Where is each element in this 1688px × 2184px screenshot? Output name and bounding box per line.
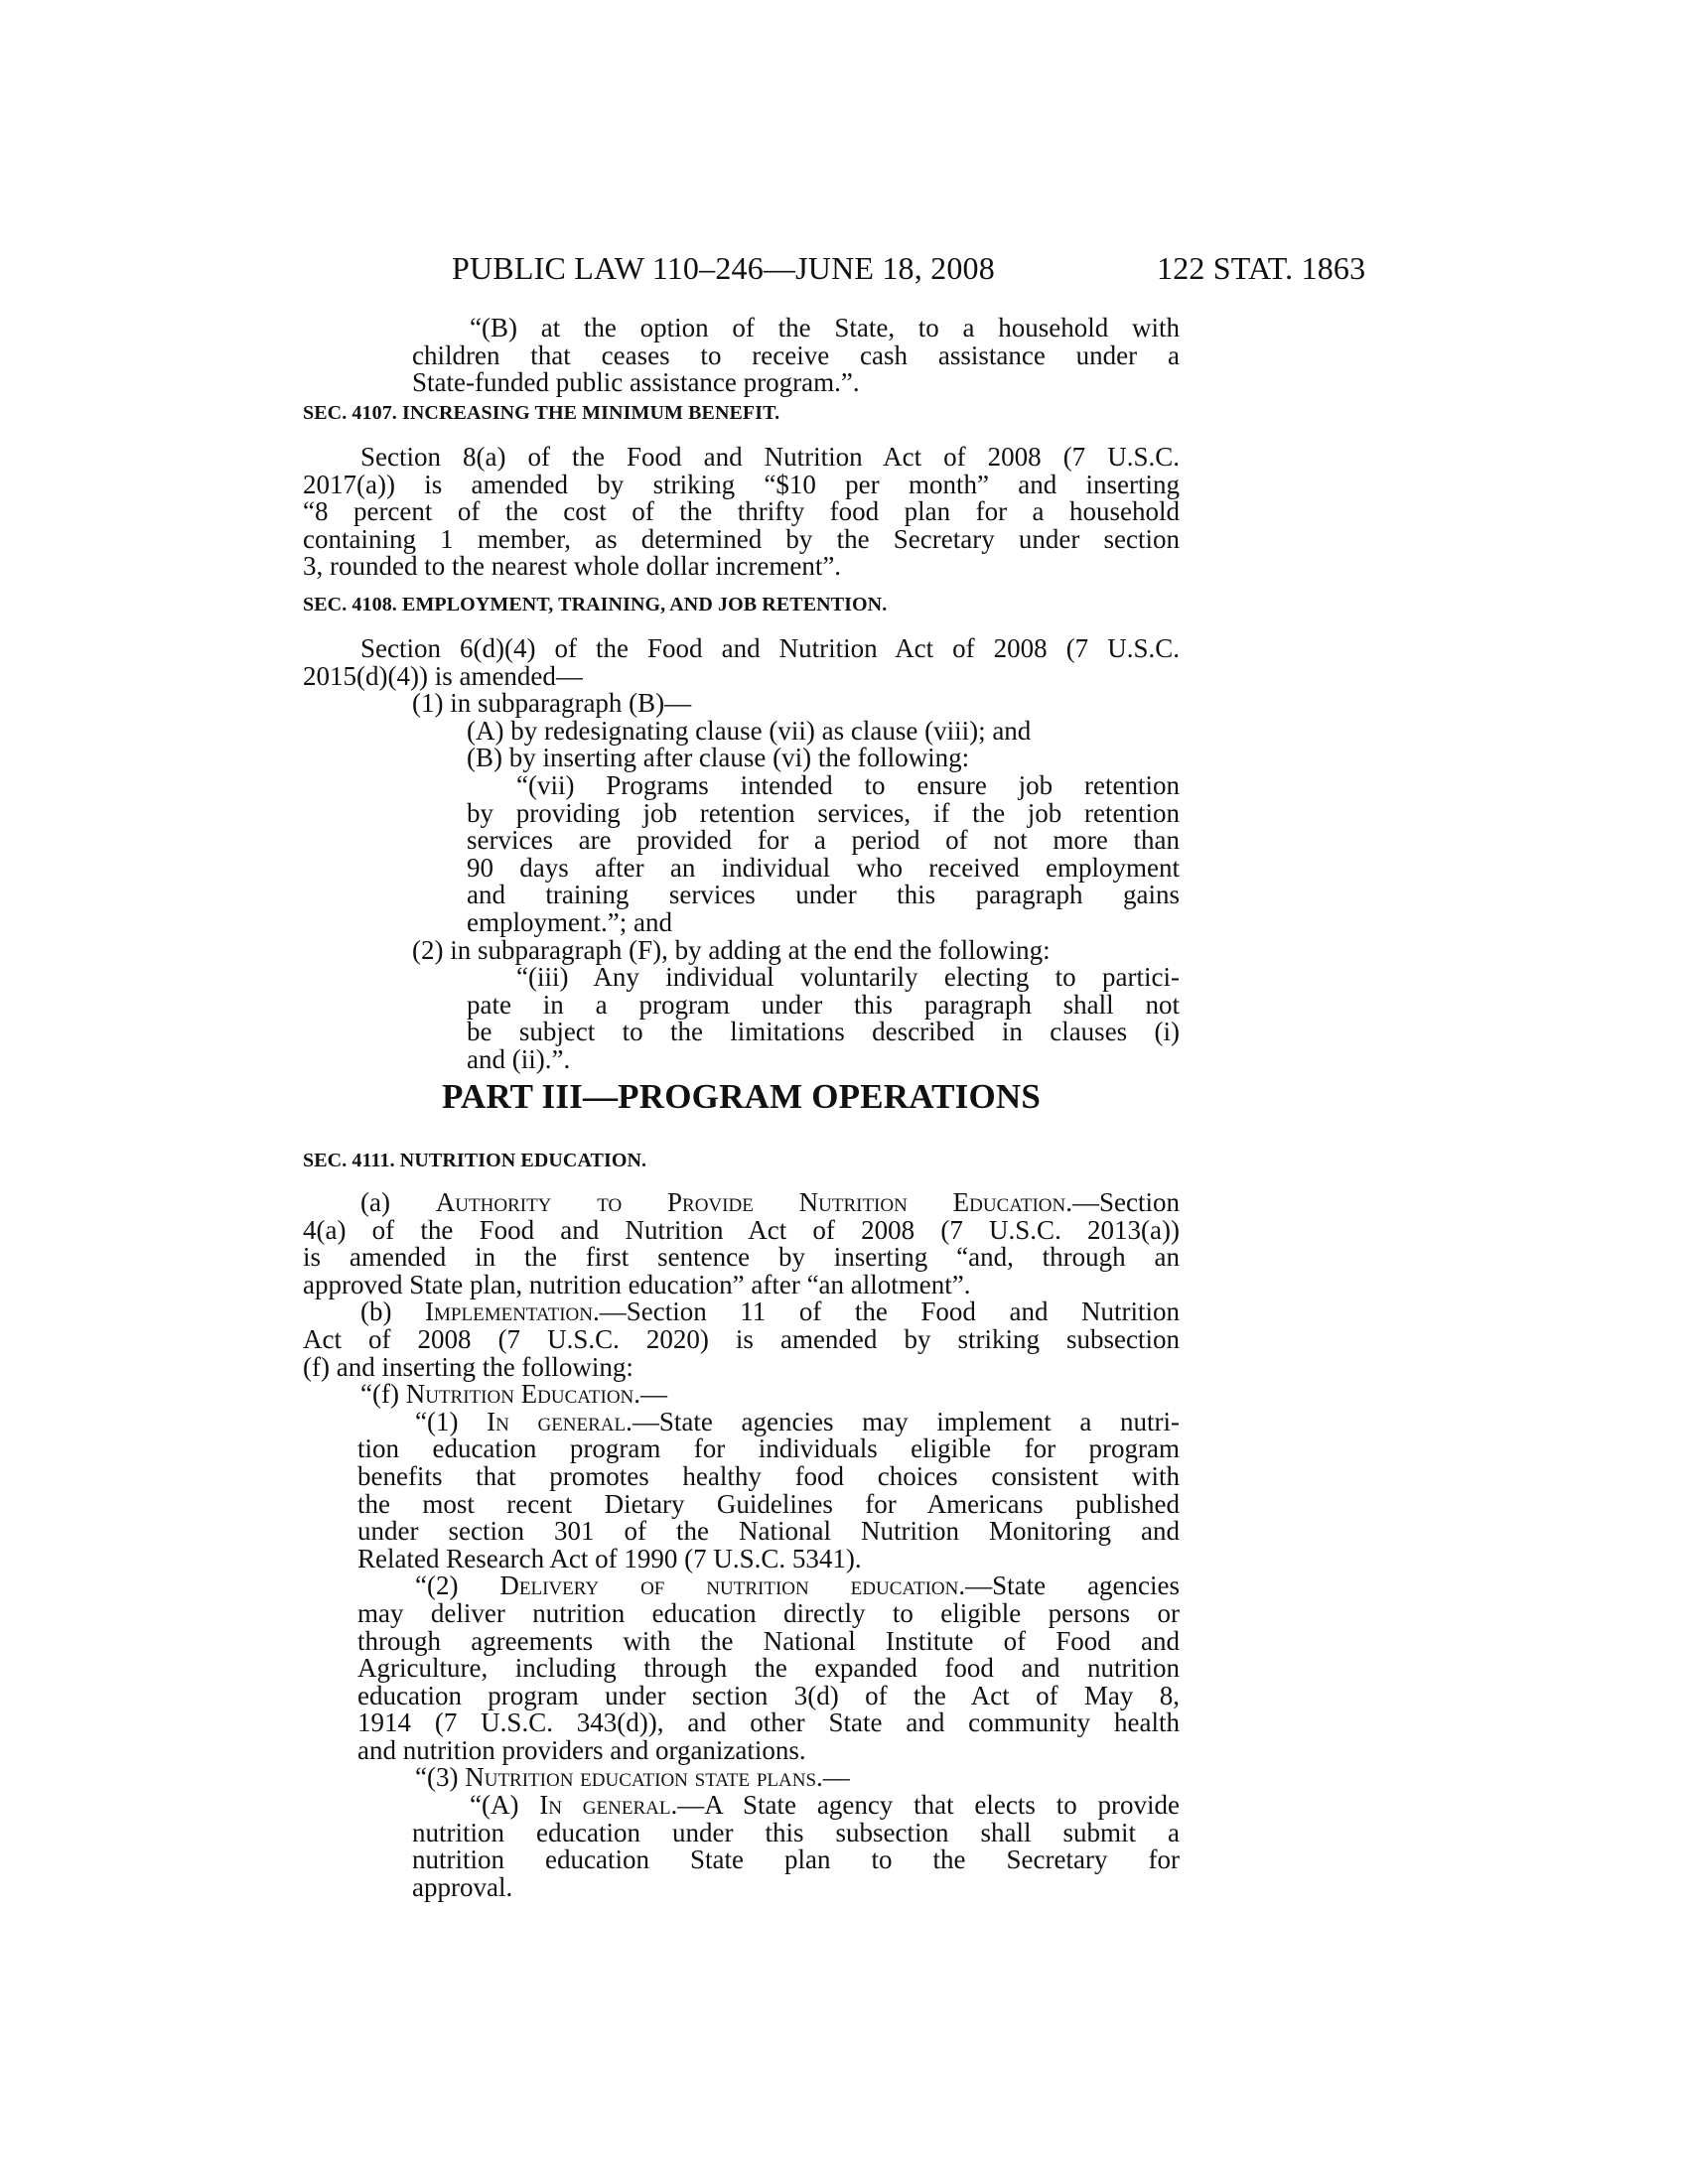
text-line: and (ii).”.	[467, 1043, 571, 1074]
text-line: (1) in subparagraph (B)—	[412, 688, 692, 719]
text-line: nutrition education under this subsection shall submit a	[412, 1817, 1180, 1847]
section-4107-body	[303, 444, 1180, 581]
running-header-title: PUBLIC LAW 110–246—JUNE 18, 2008	[452, 250, 995, 286]
paragraph-3-heading: Nutrition education state plans.	[465, 1762, 823, 1793]
text-run: —Section 11 of the Food and Nutrition	[599, 1297, 1180, 1327]
section-4108-body	[303, 635, 1180, 1074]
subsection-a-line	[303, 1189, 1180, 1217]
subsection-b-line	[303, 1298, 1180, 1326]
text-line: 2015(d)(4)) is amended—	[303, 660, 583, 691]
text-run: “(1)	[415, 1406, 488, 1436]
section-heading-4107: SEC. 4107. INCREASING THE MINIMUM BENEFIT.	[303, 402, 780, 424]
text-line: (A) by redesignating clause (vii) as clause (viii); and	[467, 715, 1032, 746]
text-run: (b)	[360, 1297, 426, 1327]
text-line: is amended in the first sentence by inserting “and, through an	[303, 1242, 1180, 1273]
text-line: 4(a) of the Food and Nutrition Act of 2008 (7 U.S.C. 2013(a))	[303, 1214, 1180, 1245]
paragraph-1-heading: In general.	[487, 1406, 633, 1436]
text-line: and nutrition providers and organizations.	[357, 1734, 806, 1765]
text-line: by providing job retention services, if the job retention	[467, 797, 1180, 828]
text-line: approval.	[412, 1871, 513, 1902]
subsection-b-heading: Implementation.	[425, 1297, 600, 1327]
text-line: Related Research Act of 1990 (7 U.S.C. 5341).	[357, 1543, 862, 1573]
text-line: employment.”; and	[467, 906, 672, 937]
text-line: Section 8(a) of the Food and Nutrition Act of 2008 (7 U.S.C.	[360, 442, 1180, 472]
text-line: 90 days after an individual who received employment	[467, 852, 1180, 883]
section-4111-body	[303, 1189, 1180, 1901]
text-line: tion education program for individuals eligible for program	[357, 1433, 1180, 1464]
paragraph-3-line	[357, 1764, 1180, 1792]
text-line: 1914 (7 U.S.C. 343(d)), and other State and community health	[357, 1707, 1180, 1738]
text-line: education program under section 3(d) of the Act of May 8,	[357, 1680, 1180, 1710]
text-line: 2017(a)) is amended by striking “$10 per month” and inserting	[303, 469, 1180, 499]
text-line: “(B) at the option of the State, to a household with	[470, 313, 1180, 342]
running-header-stat-page: 122 STAT. 1863	[1157, 250, 1366, 286]
text-line: services are provided for a period of not more than	[467, 825, 1180, 856]
section-heading-4108: SEC. 4108. EMPLOYMENT, TRAINING, AND JOB RETENTION.	[303, 594, 888, 615]
text-line: benefits that promotes healthy food choices consistent with	[357, 1460, 1180, 1491]
text-line: “(vii) Programs intended to ensure job retention	[516, 769, 1180, 800]
text-run: “(2)	[415, 1570, 500, 1601]
text-run: —A State agency that elects to provide	[677, 1790, 1180, 1821]
text-run: (a)	[360, 1187, 436, 1217]
text-line: under section 301 of the National Nutrition Monitoring and	[357, 1516, 1180, 1547]
subsection-a-heading: Authority to Provide Nutrition Education.	[435, 1187, 1072, 1217]
text-line: Agriculture, including through the expanded food and nutrition	[357, 1653, 1180, 1684]
text-run: “(f)	[360, 1379, 406, 1410]
text-run: —State agencies	[965, 1570, 1181, 1601]
text-line: containing 1 member, as determined by the Secretary under section	[303, 523, 1180, 554]
carryover-clause-b	[412, 315, 1180, 397]
text-line: may deliver nutrition education directly to eligible persons or	[357, 1597, 1180, 1628]
subsection-f-line	[303, 1381, 1180, 1409]
paragraph-2-heading: Delivery of nutrition education.	[499, 1570, 966, 1601]
subparagraph-a	[303, 1792, 1180, 1901]
text-run: —	[640, 1379, 668, 1410]
text-line: “(iii) Any individual voluntarily electing to partici-	[516, 962, 1180, 993]
text-line: pate in a program under this paragraph shall not	[467, 989, 1180, 1020]
text-line: “8 percent of the cost of the thrifty food plan for a household	[303, 496, 1180, 527]
text-line: the most recent Dietary Guidelines for Americans published	[357, 1488, 1180, 1519]
text-line: Act of 2008 (7 U.S.C. 2020) is amended by striking subsection	[303, 1323, 1180, 1354]
paragraph-3	[303, 1764, 1180, 1792]
text-run: “(A)	[470, 1790, 540, 1821]
section-heading-4111: SEC. 4111. NUTRITION EDUCATION.	[303, 1150, 647, 1171]
text-run: —State agencies may implement a nutri-	[632, 1406, 1180, 1436]
subparagraph-a-heading: In general.	[539, 1790, 678, 1821]
text-line: and training services under this paragraph gains	[467, 880, 1180, 910]
subparagraph-a-line	[412, 1792, 1180, 1820]
text-line: (f) and inserting the following:	[303, 1351, 633, 1382]
text-line: (B) by inserting after clause (vi) the following:	[467, 743, 970, 773]
text-run: —Section	[1072, 1187, 1180, 1217]
paragraph-2	[303, 1572, 1180, 1764]
text-line: State-funded public assistance program.”.	[412, 367, 860, 398]
part-heading: PART III—PROGRAM OPERATIONS	[441, 1077, 1042, 1116]
subsection-f-heading: Nutrition Education.	[405, 1379, 641, 1410]
text-line: be subject to the limitations described in clauses (i)	[467, 1017, 1180, 1047]
text-line: Section 6(d)(4) of the Food and Nutrition Act of 2008 (7 U.S.C.	[360, 633, 1180, 663]
paragraph-1-line	[357, 1406, 1180, 1436]
text-line: 3, rounded to the nearest whole dollar increment”.	[303, 551, 842, 582]
text-line: approved State plan, nutrition education” after “an allotment”.	[303, 1269, 971, 1299]
paragraph-2-line	[357, 1572, 1180, 1600]
text-line: nutrition education State plan to the Secretary for	[412, 1844, 1180, 1875]
text-run: —	[822, 1762, 850, 1793]
text-run: “(3)	[415, 1762, 466, 1793]
text-line: through agreements with the National Institute of Food and	[357, 1625, 1180, 1656]
paragraph-1	[303, 1406, 1180, 1573]
text-line: children that ceases to receive cash assistance under a	[412, 340, 1180, 370]
text-line: (2) in subparagraph (F), by adding at the end the following:	[412, 934, 1051, 965]
